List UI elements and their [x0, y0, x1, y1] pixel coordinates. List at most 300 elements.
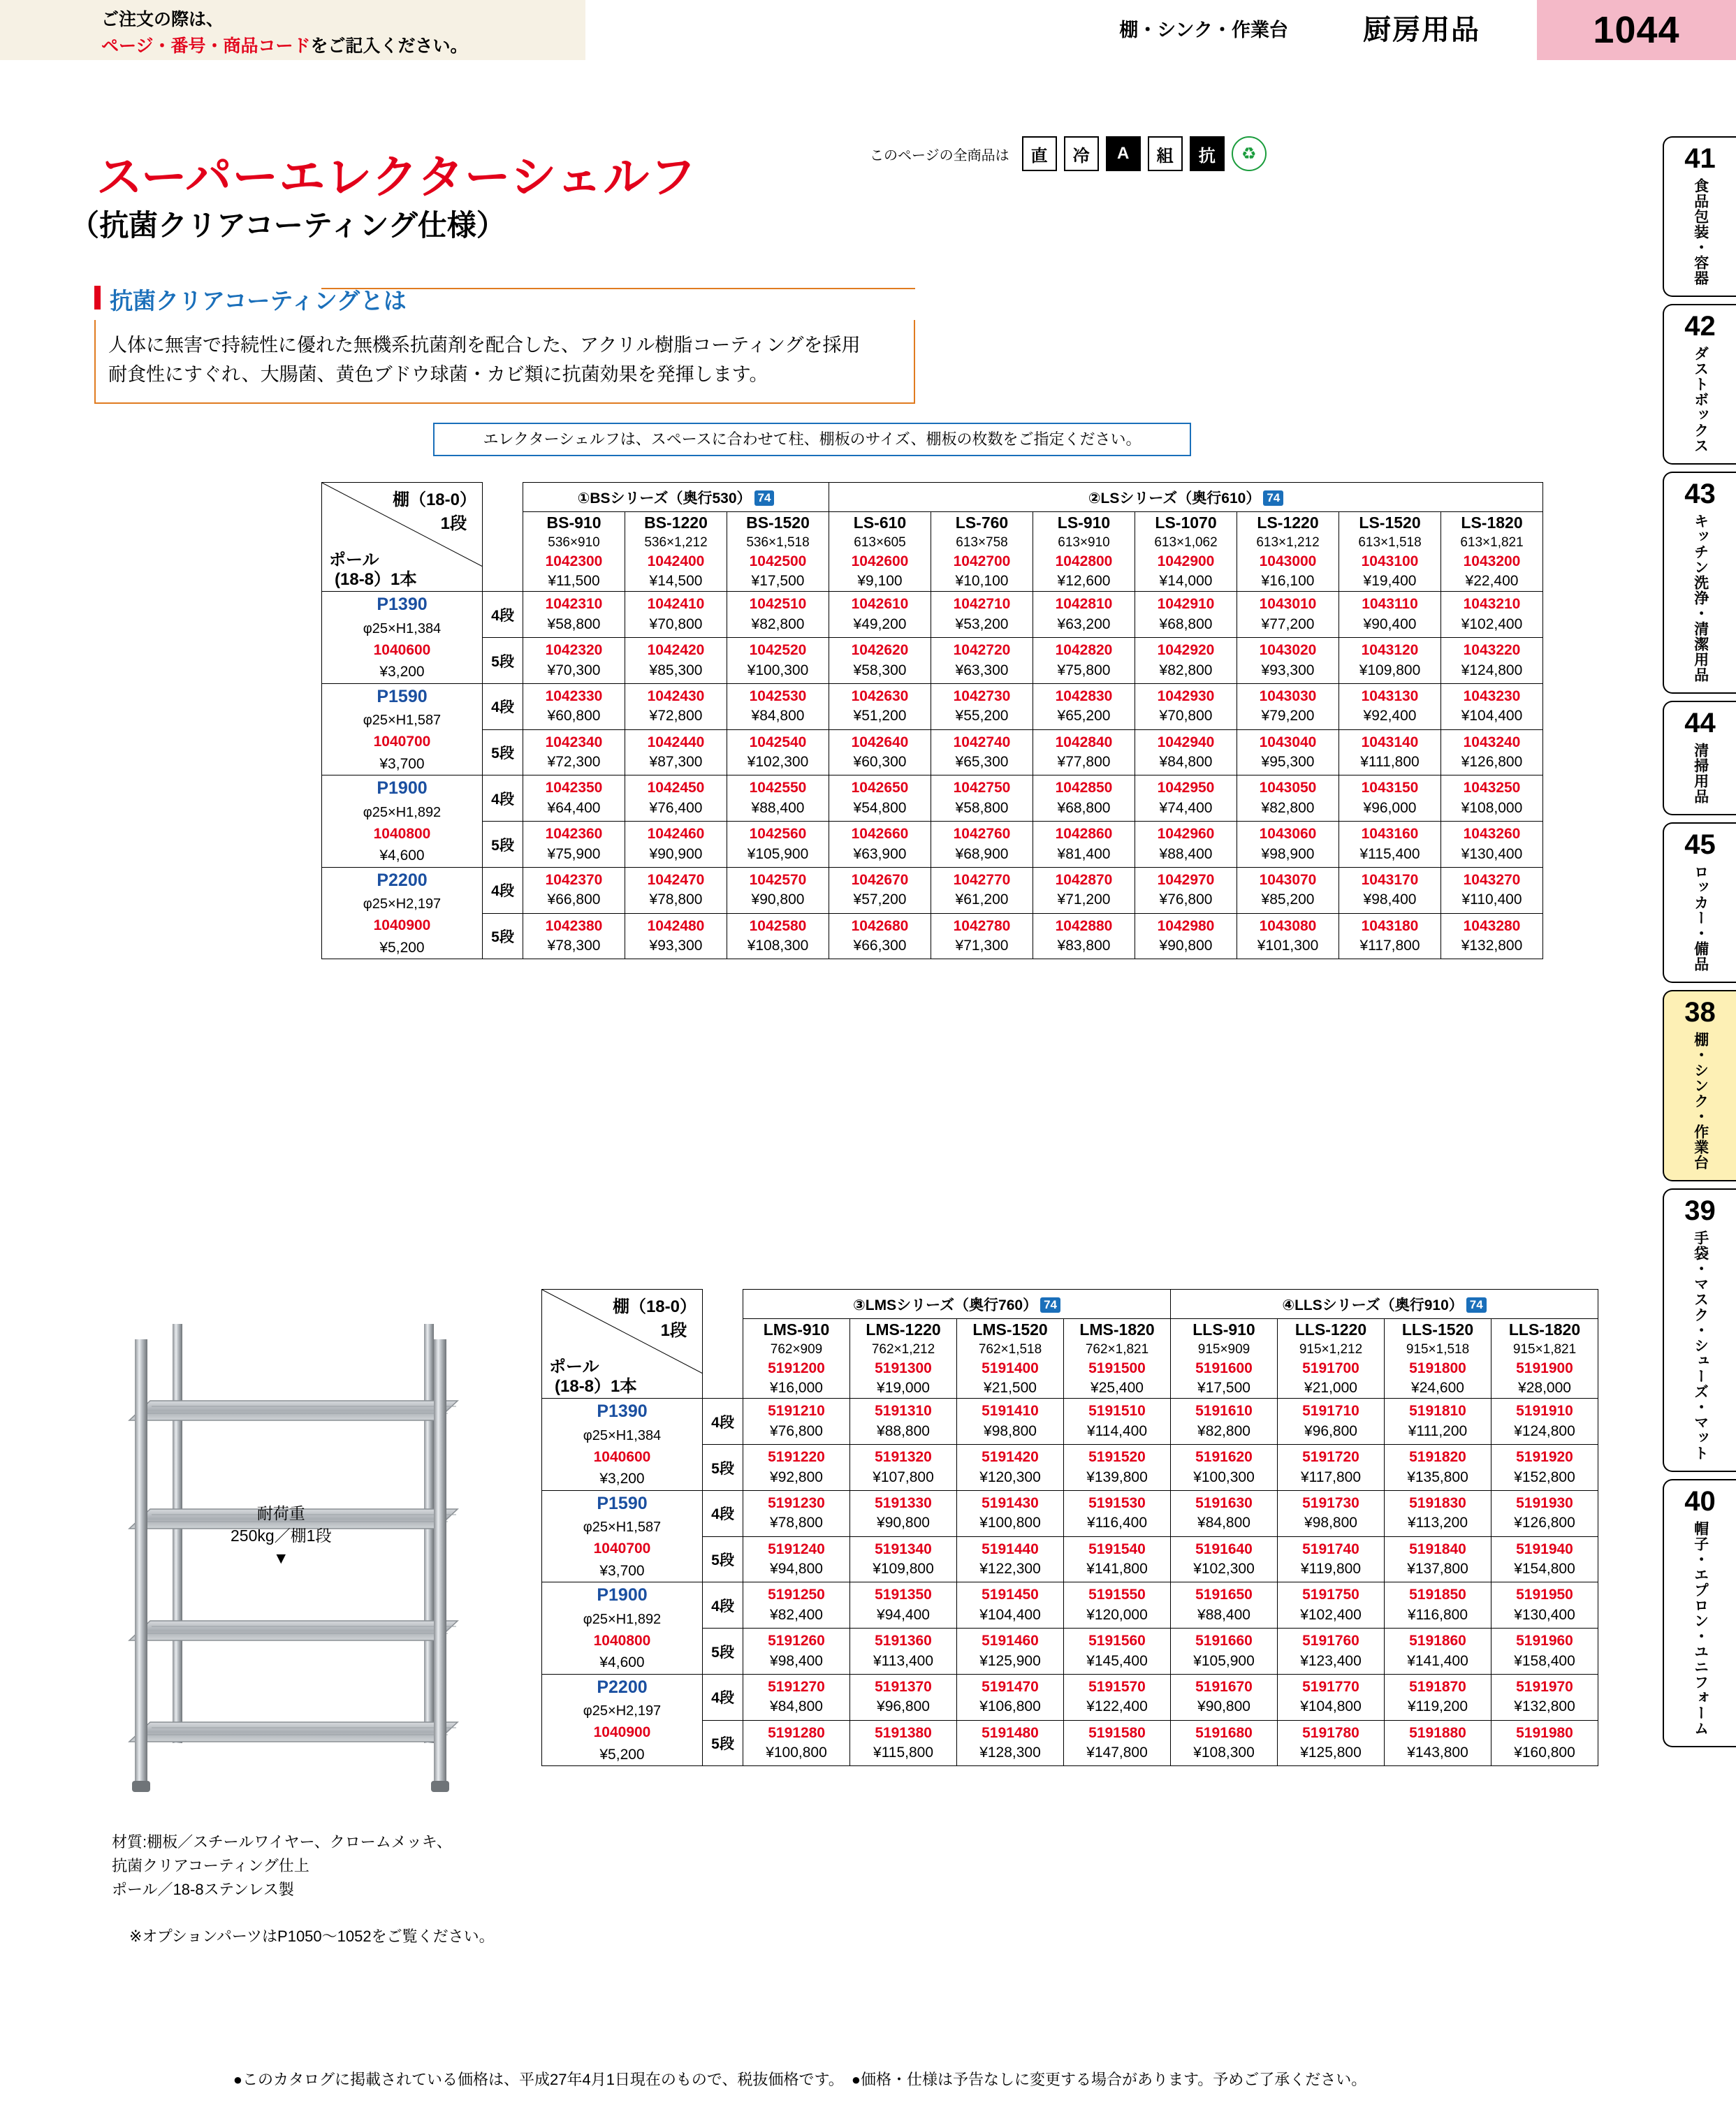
material-caption-line1: 材質:棚板／スチールワイヤー、クロームメッキ、 [112, 1833, 452, 1851]
product-price: ¥115,400 [1359, 845, 1420, 862]
product-code: 1042470 [647, 871, 705, 888]
product-price: ¥113,200 [1407, 1515, 1468, 1531]
product-code: 1043040 [1259, 734, 1317, 750]
product-code: 1042950 [1157, 780, 1215, 796]
product-code: 1043030 [1259, 687, 1317, 704]
product-code: 5191230 [768, 1494, 825, 1511]
product-code: 5191710 [1302, 1403, 1359, 1420]
corner-top-label2: 1段 [440, 514, 467, 533]
product-code: 5191640 [1195, 1540, 1253, 1557]
table-row [542, 1490, 1598, 1536]
product-code: 1043280 [1463, 917, 1521, 934]
pole-code: 1040600 [373, 641, 431, 658]
product-price: ¥145,400 [1086, 1652, 1148, 1669]
product-price: ¥92,400 [1363, 708, 1417, 724]
price-cell [1278, 1399, 1385, 1445]
column-code: 5191300 [875, 1360, 932, 1376]
tier-label: 5段 [483, 638, 523, 684]
icon-row-lead: このページの全商品は [870, 147, 1009, 163]
product-code: 1043050 [1259, 780, 1317, 796]
page-title: スーパーエレクターシェルフ [96, 151, 697, 203]
column-size: 613×605 [854, 535, 906, 551]
pole-name: P1900 [597, 1585, 648, 1605]
price-cell [1033, 638, 1135, 684]
series-group-label: ③LMSシリーズ（奥行760） [852, 1297, 1038, 1313]
product-code: 1042610 [851, 596, 909, 613]
product-code: 1043120 [1361, 642, 1419, 659]
side-tab-39[interactable] [1663, 1188, 1736, 1472]
antibacterial-icon: 抗 [1190, 136, 1225, 171]
direct-delivery-icon: 直 [1022, 136, 1057, 171]
product-price: ¥53,200 [955, 616, 1009, 632]
pole-price: ¥5,200 [599, 1746, 645, 1763]
product-code: 5191930 [1516, 1494, 1573, 1511]
material-caption [112, 1830, 452, 1902]
load-capacity-label [231, 1502, 331, 1570]
product-code: 1042740 [953, 734, 1011, 750]
pole-cell [542, 1582, 703, 1675]
price-cell [625, 729, 727, 775]
material-caption-line2: 抗菌クリアコーティング仕上 [112, 1857, 309, 1875]
pole-spec: φ25×H1,587 [583, 1520, 662, 1536]
product-code: 1042630 [851, 687, 909, 704]
product-price: ¥96,800 [1304, 1422, 1357, 1439]
price-cell [957, 1445, 1064, 1491]
product-code: 1042870 [1055, 871, 1113, 888]
column-size: 613×1,518 [1358, 535, 1422, 551]
product-price: ¥108,000 [1461, 799, 1523, 816]
antibacterial-body-line2: 耐食性にすぐれ、大腸菌、黄色ブドウ球菌・カビ類に抗菌効果を発揮します。 [108, 363, 768, 385]
pole-spec: φ25×H1,384 [583, 1427, 662, 1443]
column-header [1064, 1319, 1171, 1399]
product-code: 5191940 [1516, 1540, 1573, 1557]
product-price: ¥63,900 [853, 845, 907, 862]
price-cell [1171, 1445, 1278, 1491]
product-price: ¥102,300 [1193, 1561, 1255, 1577]
column-code: 5191800 [1409, 1360, 1466, 1376]
column-price: ¥21,500 [984, 1380, 1037, 1397]
price-cell [850, 1399, 957, 1445]
column-code: 1042300 [545, 553, 603, 569]
product-code: 1042760 [953, 826, 1011, 843]
column-name: LS-910 [1057, 513, 1111, 532]
column-header [743, 1319, 850, 1399]
product-code: 5191240 [768, 1540, 825, 1557]
price-cell [931, 867, 1033, 913]
price-cell [850, 1445, 957, 1491]
product-code: 1042560 [749, 826, 807, 843]
product-code: 5191480 [982, 1724, 1039, 1741]
pole-price: ¥4,600 [379, 847, 425, 864]
price-cell [1441, 638, 1543, 684]
product-code: 5191510 [1088, 1403, 1146, 1420]
product-price: ¥98,900 [1261, 845, 1315, 862]
side-tab-number: 38 [1684, 997, 1716, 1028]
series-badge: 74 [1466, 1297, 1487, 1313]
column-price: ¥14,500 [649, 573, 703, 590]
column-header [1237, 512, 1339, 592]
price-cell [829, 913, 931, 959]
column-name: LMS-910 [763, 1320, 830, 1339]
product-price: ¥54,800 [853, 799, 907, 816]
price-cell [931, 683, 1033, 729]
product-code: 1042460 [647, 826, 705, 843]
product-code: 1042880 [1055, 917, 1113, 934]
product-price: ¥141,800 [1086, 1561, 1148, 1577]
product-code: 5191780 [1302, 1724, 1359, 1741]
price-cell [743, 1399, 850, 1445]
column-size: 762×1,212 [871, 1342, 935, 1357]
price-cell [1385, 1399, 1491, 1445]
product-price: ¥123,400 [1300, 1652, 1362, 1669]
product-price: ¥126,800 [1461, 754, 1523, 770]
product-icon-row [870, 136, 1267, 171]
product-price: ¥57,200 [853, 891, 907, 908]
product-price: ¥95,300 [1261, 754, 1315, 770]
product-code: 1042480 [647, 917, 705, 934]
product-price: ¥126,800 [1514, 1515, 1575, 1531]
pole-price: ¥3,700 [379, 755, 425, 772]
product-price: ¥76,800 [1159, 891, 1213, 908]
tier-label: 5段 [703, 1445, 743, 1491]
product-price: ¥119,800 [1300, 1561, 1362, 1577]
column-size: 915×1,518 [1406, 1342, 1470, 1357]
price-cell [625, 592, 727, 638]
product-code: 5191730 [1302, 1494, 1359, 1511]
column-size: 536×910 [548, 535, 600, 551]
column-price: ¥9,100 [857, 573, 903, 590]
column-price: ¥19,400 [1363, 573, 1417, 590]
pole-code: 1040900 [373, 917, 431, 934]
tier-label: 4段 [703, 1490, 743, 1536]
product-price: ¥75,900 [547, 845, 601, 862]
column-size: 613×1,212 [1256, 535, 1320, 551]
price-cell [1441, 822, 1543, 868]
product-code: 5191350 [875, 1587, 932, 1603]
product-price: ¥68,900 [955, 845, 1009, 862]
price-cell [727, 867, 829, 913]
price-cell [743, 1674, 850, 1720]
product-code: 5191860 [1409, 1633, 1466, 1649]
column-size: 536×1,212 [644, 535, 708, 551]
column-name: LLS-1820 [1508, 1320, 1581, 1339]
price-cell [1064, 1445, 1171, 1491]
product-code: 1042410 [647, 596, 705, 613]
price-cell [1385, 1674, 1491, 1720]
product-price: ¥101,300 [1257, 938, 1319, 954]
column-code: 5191200 [768, 1360, 825, 1376]
price-cell [727, 592, 829, 638]
column-name: LS-1220 [1257, 513, 1319, 532]
price-cell [523, 592, 625, 638]
side-tab-45[interactable] [1663, 822, 1736, 983]
price-cell [1491, 1536, 1598, 1582]
table-row [322, 592, 1543, 638]
product-code: 1042330 [545, 687, 603, 704]
price-cell [727, 822, 829, 868]
product-code: 1043020 [1259, 642, 1317, 659]
product-code: 5191430 [982, 1494, 1039, 1511]
antibacterial-body [94, 320, 915, 404]
product-code: 5191330 [875, 1494, 932, 1511]
product-price: ¥68,800 [1159, 616, 1213, 632]
price-cell [1491, 1445, 1598, 1491]
tier-label: 5段 [703, 1720, 743, 1766]
green-mark-icon: ♻ [1232, 136, 1267, 171]
price-cell [1237, 775, 1339, 822]
column-size: 613×1,062 [1154, 535, 1218, 551]
product-price: ¥105,900 [747, 845, 809, 862]
price-cell [1064, 1536, 1171, 1582]
price-cell [727, 913, 829, 959]
price-cell [931, 592, 1033, 638]
side-tab-number: 40 [1684, 1486, 1716, 1517]
price-cell [1237, 822, 1339, 868]
pole-code: 1040700 [373, 734, 431, 750]
price-table-bs-ls [321, 482, 1543, 959]
product-price: ¥100,800 [979, 1515, 1041, 1531]
column-price: ¥28,000 [1518, 1380, 1571, 1397]
product-price: ¥85,300 [649, 662, 703, 678]
price-cell [523, 913, 625, 959]
price-cell [1033, 867, 1135, 913]
column-name: LLS-1520 [1401, 1320, 1474, 1339]
series-group-header [829, 483, 1543, 512]
price-cell [1441, 867, 1543, 913]
product-price: ¥70,300 [547, 662, 601, 678]
side-tab-40[interactable] [1663, 1479, 1736, 1747]
product-code: 5191310 [875, 1403, 932, 1420]
column-price: ¥17,500 [1197, 1380, 1250, 1397]
column-code: 5191500 [1088, 1360, 1146, 1376]
table-row [322, 638, 1543, 684]
product-price: ¥139,800 [1086, 1469, 1148, 1485]
product-code: 5191280 [768, 1724, 825, 1741]
product-code: 1042380 [545, 917, 603, 934]
column-code: 5191600 [1195, 1360, 1253, 1376]
side-tab-label: ダストボックス [1692, 346, 1709, 453]
series-group-label: ②LSシリーズ（奥行610） [1088, 490, 1261, 507]
price-cell [1385, 1582, 1491, 1629]
price-cell [957, 1720, 1064, 1766]
price-cell [523, 729, 625, 775]
product-code: 5191470 [982, 1678, 1039, 1695]
column-header [1033, 512, 1135, 592]
price-cell [850, 1720, 957, 1766]
product-price: ¥160,800 [1514, 1745, 1575, 1761]
column-price: ¥12,600 [1057, 573, 1111, 590]
product-price: ¥70,800 [1159, 708, 1213, 724]
product-code: 1042910 [1157, 596, 1215, 613]
product-price: ¥108,300 [1193, 1745, 1255, 1761]
rank-a-icon: A [1106, 136, 1141, 171]
product-price: ¥122,400 [1086, 1698, 1148, 1715]
product-code: 1042430 [647, 687, 705, 704]
price-cell [1033, 729, 1135, 775]
column-price: ¥25,400 [1091, 1380, 1144, 1397]
product-code: 1042540 [749, 734, 807, 750]
pole-name: P1390 [377, 595, 428, 615]
product-price: ¥82,800 [1159, 662, 1213, 678]
price-cell [829, 867, 931, 913]
price-cell [625, 867, 727, 913]
product-price: ¥82,800 [1261, 799, 1315, 816]
product-code: 5191520 [1088, 1449, 1146, 1466]
product-code: 1042970 [1157, 871, 1215, 888]
product-price: ¥100,300 [747, 662, 809, 678]
price-cell [829, 822, 931, 868]
price-cell [1237, 867, 1339, 913]
product-price: ¥81,400 [1057, 845, 1111, 862]
tier-label: 5段 [483, 913, 523, 959]
column-code: 5191700 [1302, 1360, 1359, 1376]
page-number: 1044 [1537, 0, 1736, 60]
product-code: 1043070 [1259, 871, 1317, 888]
side-tab-43[interactable] [1663, 472, 1736, 694]
column-name: BS-1520 [746, 513, 810, 532]
price-cell [957, 1490, 1064, 1536]
product-price: ¥137,800 [1407, 1561, 1468, 1577]
order-note-line1: ご注文の際は、 [101, 10, 224, 29]
price-cell [1278, 1445, 1385, 1491]
price-cell [1385, 1720, 1491, 1766]
product-price: ¥120,000 [1086, 1606, 1148, 1623]
pole-price: ¥5,200 [379, 939, 425, 956]
product-price: ¥51,200 [853, 708, 907, 724]
product-price: ¥94,400 [877, 1606, 930, 1623]
column-code: 1042600 [851, 553, 909, 569]
pole-spec: φ25×H1,384 [363, 620, 442, 636]
price-cell [523, 683, 625, 729]
product-price: ¥76,400 [649, 799, 703, 816]
side-tab-label: 清掃用品 [1692, 743, 1709, 804]
column-code: 1043200 [1463, 553, 1521, 569]
column-name: LS-610 [853, 513, 907, 532]
option-parts-note: ※オプションパーツはP1050～1052をご覧ください。 [129, 1928, 495, 1945]
product-price: ¥92,800 [770, 1469, 823, 1485]
corner-bottom-label: ポール [549, 1357, 599, 1377]
column-code: 1043000 [1259, 553, 1317, 569]
side-tab-label: ロッカー・備品 [1692, 864, 1709, 972]
product-code: 5191540 [1088, 1540, 1146, 1557]
pole-name: P2200 [597, 1677, 648, 1697]
column-header [1278, 1319, 1385, 1399]
price-cell [1171, 1490, 1278, 1536]
product-code: 5191340 [875, 1540, 932, 1557]
product-price: ¥104,400 [979, 1606, 1041, 1623]
product-code: 1042940 [1157, 734, 1215, 750]
antibacterial-heading: 抗菌クリアコーティングとは [94, 283, 915, 316]
product-price: ¥108,300 [747, 938, 809, 954]
price-cell [1135, 592, 1237, 638]
product-code: 1042730 [953, 687, 1011, 704]
product-price: ¥111,200 [1408, 1422, 1468, 1439]
price-cell [1278, 1629, 1385, 1675]
product-price: ¥100,300 [1193, 1469, 1255, 1485]
product-code: 5191720 [1302, 1449, 1359, 1466]
product-price: ¥141,400 [1407, 1652, 1468, 1669]
price-cell [1033, 592, 1135, 638]
product-code: 1043220 [1463, 642, 1521, 659]
side-tab-41[interactable] [1663, 136, 1736, 297]
product-code: 1042310 [545, 596, 603, 613]
side-tab-number: 44 [1684, 708, 1716, 738]
side-tab-label: 帽子・エプロン・ユニフォーム [1692, 1521, 1709, 1736]
product-code: 5191420 [982, 1449, 1039, 1466]
product-code: 1042650 [851, 780, 909, 796]
pole-name: P2200 [377, 870, 428, 890]
price-cell [850, 1536, 957, 1582]
product-price: ¥90,800 [877, 1515, 930, 1531]
product-code: 5191370 [875, 1678, 932, 1695]
product-price: ¥77,800 [1057, 754, 1111, 770]
product-price: ¥72,300 [547, 754, 601, 770]
price-cell [829, 638, 931, 684]
tier-label: 4段 [703, 1674, 743, 1720]
product-code: 5191530 [1088, 1494, 1146, 1511]
price-cell [1339, 775, 1441, 822]
product-code: 5191620 [1195, 1449, 1253, 1466]
product-code: 5191460 [982, 1633, 1039, 1649]
pole-name: P1390 [597, 1401, 648, 1422]
price-cell [1339, 592, 1441, 638]
price-cell [957, 1582, 1064, 1629]
product-code: 5191920 [1516, 1449, 1573, 1466]
column-code: 1042400 [647, 553, 705, 569]
price-cell [1278, 1720, 1385, 1766]
price-cell [957, 1399, 1064, 1445]
side-tab-44[interactable] [1663, 701, 1736, 815]
product-price: ¥90,800 [1159, 938, 1213, 954]
side-tab-42[interactable] [1663, 304, 1736, 465]
product-price: ¥154,800 [1514, 1561, 1575, 1577]
price-cell [931, 775, 1033, 822]
pole-code: 1040700 [593, 1540, 651, 1557]
product-code: 1042350 [545, 780, 603, 796]
column-name: LMS-1220 [866, 1320, 941, 1339]
pole-spec: φ25×H1,892 [583, 1611, 662, 1627]
side-tab-38[interactable] [1663, 990, 1736, 1181]
corner-bottom-label2: (18-8）1本 [335, 570, 417, 590]
product-code: 1043010 [1259, 596, 1317, 613]
product-code: 5191810 [1409, 1403, 1466, 1420]
series-group-header [1171, 1290, 1598, 1319]
product-code: 1042570 [749, 871, 807, 888]
tier-label: 4段 [483, 775, 523, 822]
product-code: 1042820 [1055, 642, 1113, 659]
price-cell [1064, 1399, 1171, 1445]
product-price: ¥88,400 [751, 799, 805, 816]
product-price: ¥71,300 [955, 938, 1009, 954]
column-code: 1042800 [1055, 553, 1113, 569]
column-size: 915×1,212 [1299, 1342, 1363, 1357]
product-code: 5191680 [1195, 1724, 1253, 1741]
price-cell [1278, 1674, 1385, 1720]
product-code: 1042860 [1055, 826, 1113, 843]
product-code: 5191270 [768, 1678, 825, 1695]
product-price: ¥88,400 [1159, 845, 1213, 862]
pole-code: 1040800 [373, 825, 431, 842]
table-row [542, 1582, 1598, 1629]
price-cell [957, 1629, 1064, 1675]
column-code: 1043100 [1361, 553, 1419, 569]
column-code: 1042700 [953, 553, 1011, 569]
column-price: ¥21,000 [1304, 1380, 1357, 1397]
product-price: ¥122,300 [979, 1561, 1041, 1577]
product-price: ¥78,800 [770, 1515, 823, 1531]
corner-bottom-label: ポール [329, 551, 379, 570]
antibacterial-section [94, 283, 915, 404]
